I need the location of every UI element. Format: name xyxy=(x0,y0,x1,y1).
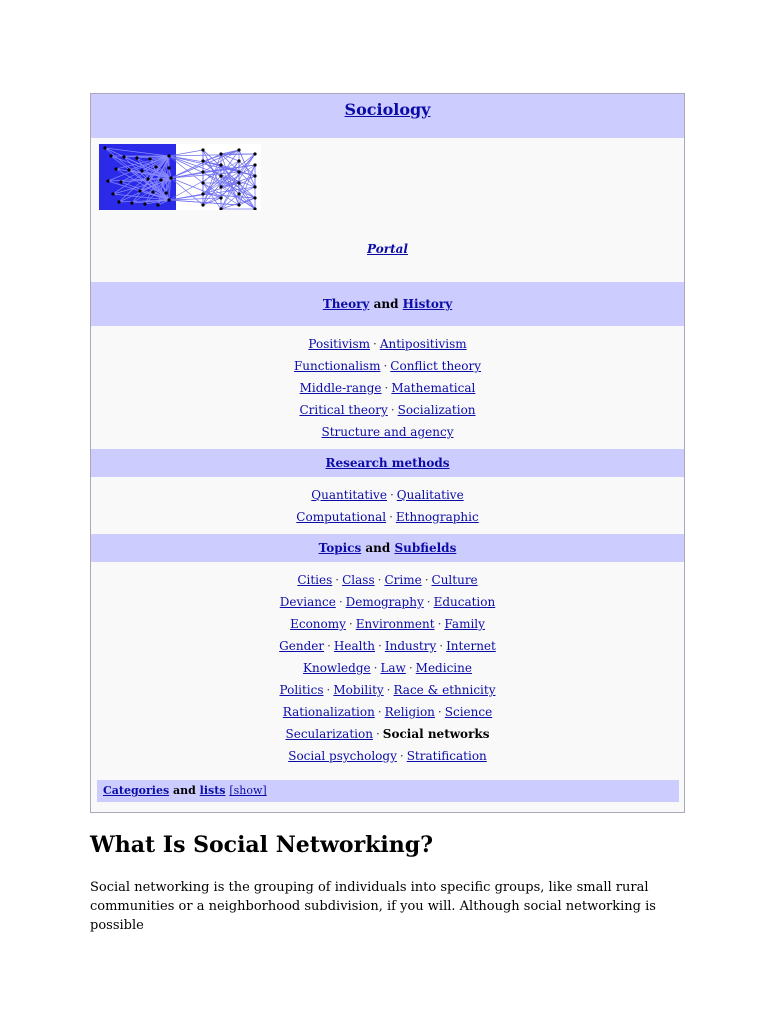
link-row xyxy=(91,591,684,613)
research-methods-band xyxy=(91,449,684,477)
link-row xyxy=(91,355,684,377)
link-row xyxy=(91,377,684,399)
conflict-theory-link[interactable]: Conflict theory xyxy=(390,359,482,373)
knowledge-link[interactable]: Knowledge xyxy=(303,661,371,675)
topics-and-text: and xyxy=(365,541,391,555)
social-networks-current: Social networks xyxy=(382,727,490,741)
social-psychology-link[interactable]: Social psychology xyxy=(288,749,397,763)
demography-link[interactable]: Demography xyxy=(345,595,424,609)
critical-theory-link[interactable]: Critical theory xyxy=(299,403,388,417)
theory-history-band xyxy=(91,282,684,326)
separator-dot: · xyxy=(439,639,444,653)
antipositivism-link[interactable]: Antipositivism xyxy=(379,337,467,351)
link-row xyxy=(91,506,684,528)
show-toggle[interactable]: [show] xyxy=(229,784,267,797)
link-row xyxy=(91,679,684,701)
separator-dot: · xyxy=(327,639,331,653)
computational-link[interactable]: Computational xyxy=(296,510,387,524)
theory-link[interactable]: Theory xyxy=(322,297,370,311)
functionalism-link[interactable]: Functionalism xyxy=(293,359,381,373)
culture-link[interactable]: Culture xyxy=(431,573,478,587)
economy-link[interactable]: Economy xyxy=(290,617,346,631)
politics-link[interactable]: Politics xyxy=(279,683,324,697)
separator-dot: · xyxy=(399,749,404,763)
separator-dot: · xyxy=(424,573,429,587)
separator-dot: · xyxy=(375,727,380,741)
methods-list xyxy=(91,484,684,528)
social-network-graph-image xyxy=(99,144,261,210)
footer-and-text: and xyxy=(173,784,196,797)
link-row xyxy=(91,421,684,443)
separator-dot: · xyxy=(373,661,378,675)
link-row xyxy=(91,399,684,421)
science-link[interactable]: Science xyxy=(444,705,493,719)
link-row xyxy=(91,701,684,723)
article-heading: What Is Social Networking? xyxy=(90,832,434,858)
link-row xyxy=(91,745,684,767)
topics-link[interactable]: Topics xyxy=(318,541,362,555)
structure-and-agency-link[interactable]: Structure and agency xyxy=(321,425,454,439)
separator-dot: · xyxy=(437,617,442,631)
law-link[interactable]: Law xyxy=(380,661,406,675)
class-link[interactable]: Class xyxy=(342,573,375,587)
separator-dot: · xyxy=(389,510,393,524)
separator-dot: · xyxy=(437,705,442,719)
religion-link[interactable]: Religion xyxy=(384,705,435,719)
separator-dot: · xyxy=(373,337,377,351)
separator-dot: · xyxy=(377,705,382,719)
quantitative-link[interactable]: Quantitative xyxy=(311,488,387,502)
link-row xyxy=(91,723,684,745)
crime-link[interactable]: Crime xyxy=(384,573,422,587)
mobility-link[interactable]: Mobility xyxy=(333,683,384,697)
secularization-link[interactable]: Secularization xyxy=(285,727,373,741)
deviance-link[interactable]: Deviance xyxy=(279,595,336,609)
qualitative-link[interactable]: Qualitative xyxy=(396,488,464,502)
sociology-navbox xyxy=(90,93,685,813)
categories-footer-band xyxy=(97,780,679,802)
separator-dot: · xyxy=(384,381,389,395)
theory-and-text: and xyxy=(373,297,399,311)
lists-link[interactable]: lists xyxy=(199,784,226,797)
link-row xyxy=(91,613,684,635)
internet-link[interactable]: Internet xyxy=(446,639,496,653)
family-link[interactable]: Family xyxy=(444,617,485,631)
research-methods-link[interactable]: Research methods xyxy=(325,456,450,470)
link-row xyxy=(91,333,684,355)
industry-link[interactable]: Industry xyxy=(384,639,437,653)
ethnographic-link[interactable]: Ethnographic xyxy=(395,510,479,524)
middle-range-link[interactable]: Middle-range xyxy=(299,381,382,395)
topics-subfields-band xyxy=(91,534,684,562)
gender-link[interactable]: Gender xyxy=(279,639,325,653)
socialization-link[interactable]: Socialization xyxy=(397,403,476,417)
race-and-ethnicity-link[interactable]: Race & ethnicity xyxy=(393,683,496,697)
medicine-link[interactable]: Medicine xyxy=(415,661,472,675)
separator-dot: · xyxy=(335,573,340,587)
portal-row xyxy=(91,242,684,256)
separator-dot: · xyxy=(348,617,353,631)
separator-dot: · xyxy=(383,359,388,373)
portal-link[interactable]: Portal xyxy=(367,242,408,256)
link-row xyxy=(91,569,684,591)
positivism-link[interactable]: Positivism xyxy=(308,337,370,351)
separator-dot: · xyxy=(390,403,395,417)
separator-dot: · xyxy=(326,683,331,697)
separator-dot: · xyxy=(377,573,382,587)
separator-dot: · xyxy=(426,595,431,609)
cities-link[interactable]: Cities xyxy=(297,573,333,587)
topics-list xyxy=(91,569,684,767)
link-row xyxy=(91,657,684,679)
health-link[interactable]: Health xyxy=(333,639,376,653)
link-row xyxy=(91,635,684,657)
subfields-link[interactable]: Subfields xyxy=(394,541,457,555)
navbox-title-band xyxy=(91,94,684,138)
sociology-title-link[interactable]: Sociology xyxy=(344,100,431,119)
separator-dot: · xyxy=(386,683,391,697)
separator-dot: · xyxy=(389,488,394,502)
link-row xyxy=(91,484,684,506)
separator-dot: · xyxy=(378,639,382,653)
article-paragraph: Social networking is the grouping of individuals into specific groups, like small rural communities or a neighborhood subdivision, if you will. Although social networking is possible xyxy=(90,880,656,933)
theory-list xyxy=(91,333,684,443)
mathematical-link[interactable]: Mathematical xyxy=(391,381,476,395)
history-link[interactable]: History xyxy=(402,297,453,311)
stratification-link[interactable]: Stratification xyxy=(406,749,487,763)
categories-link[interactable]: Categories xyxy=(103,784,170,797)
rationalization-link[interactable]: Rationalization xyxy=(282,705,375,719)
separator-dot: · xyxy=(338,595,343,609)
education-link[interactable]: Education xyxy=(433,595,496,609)
environment-link[interactable]: Environment xyxy=(355,617,435,631)
separator-dot: · xyxy=(408,661,413,675)
